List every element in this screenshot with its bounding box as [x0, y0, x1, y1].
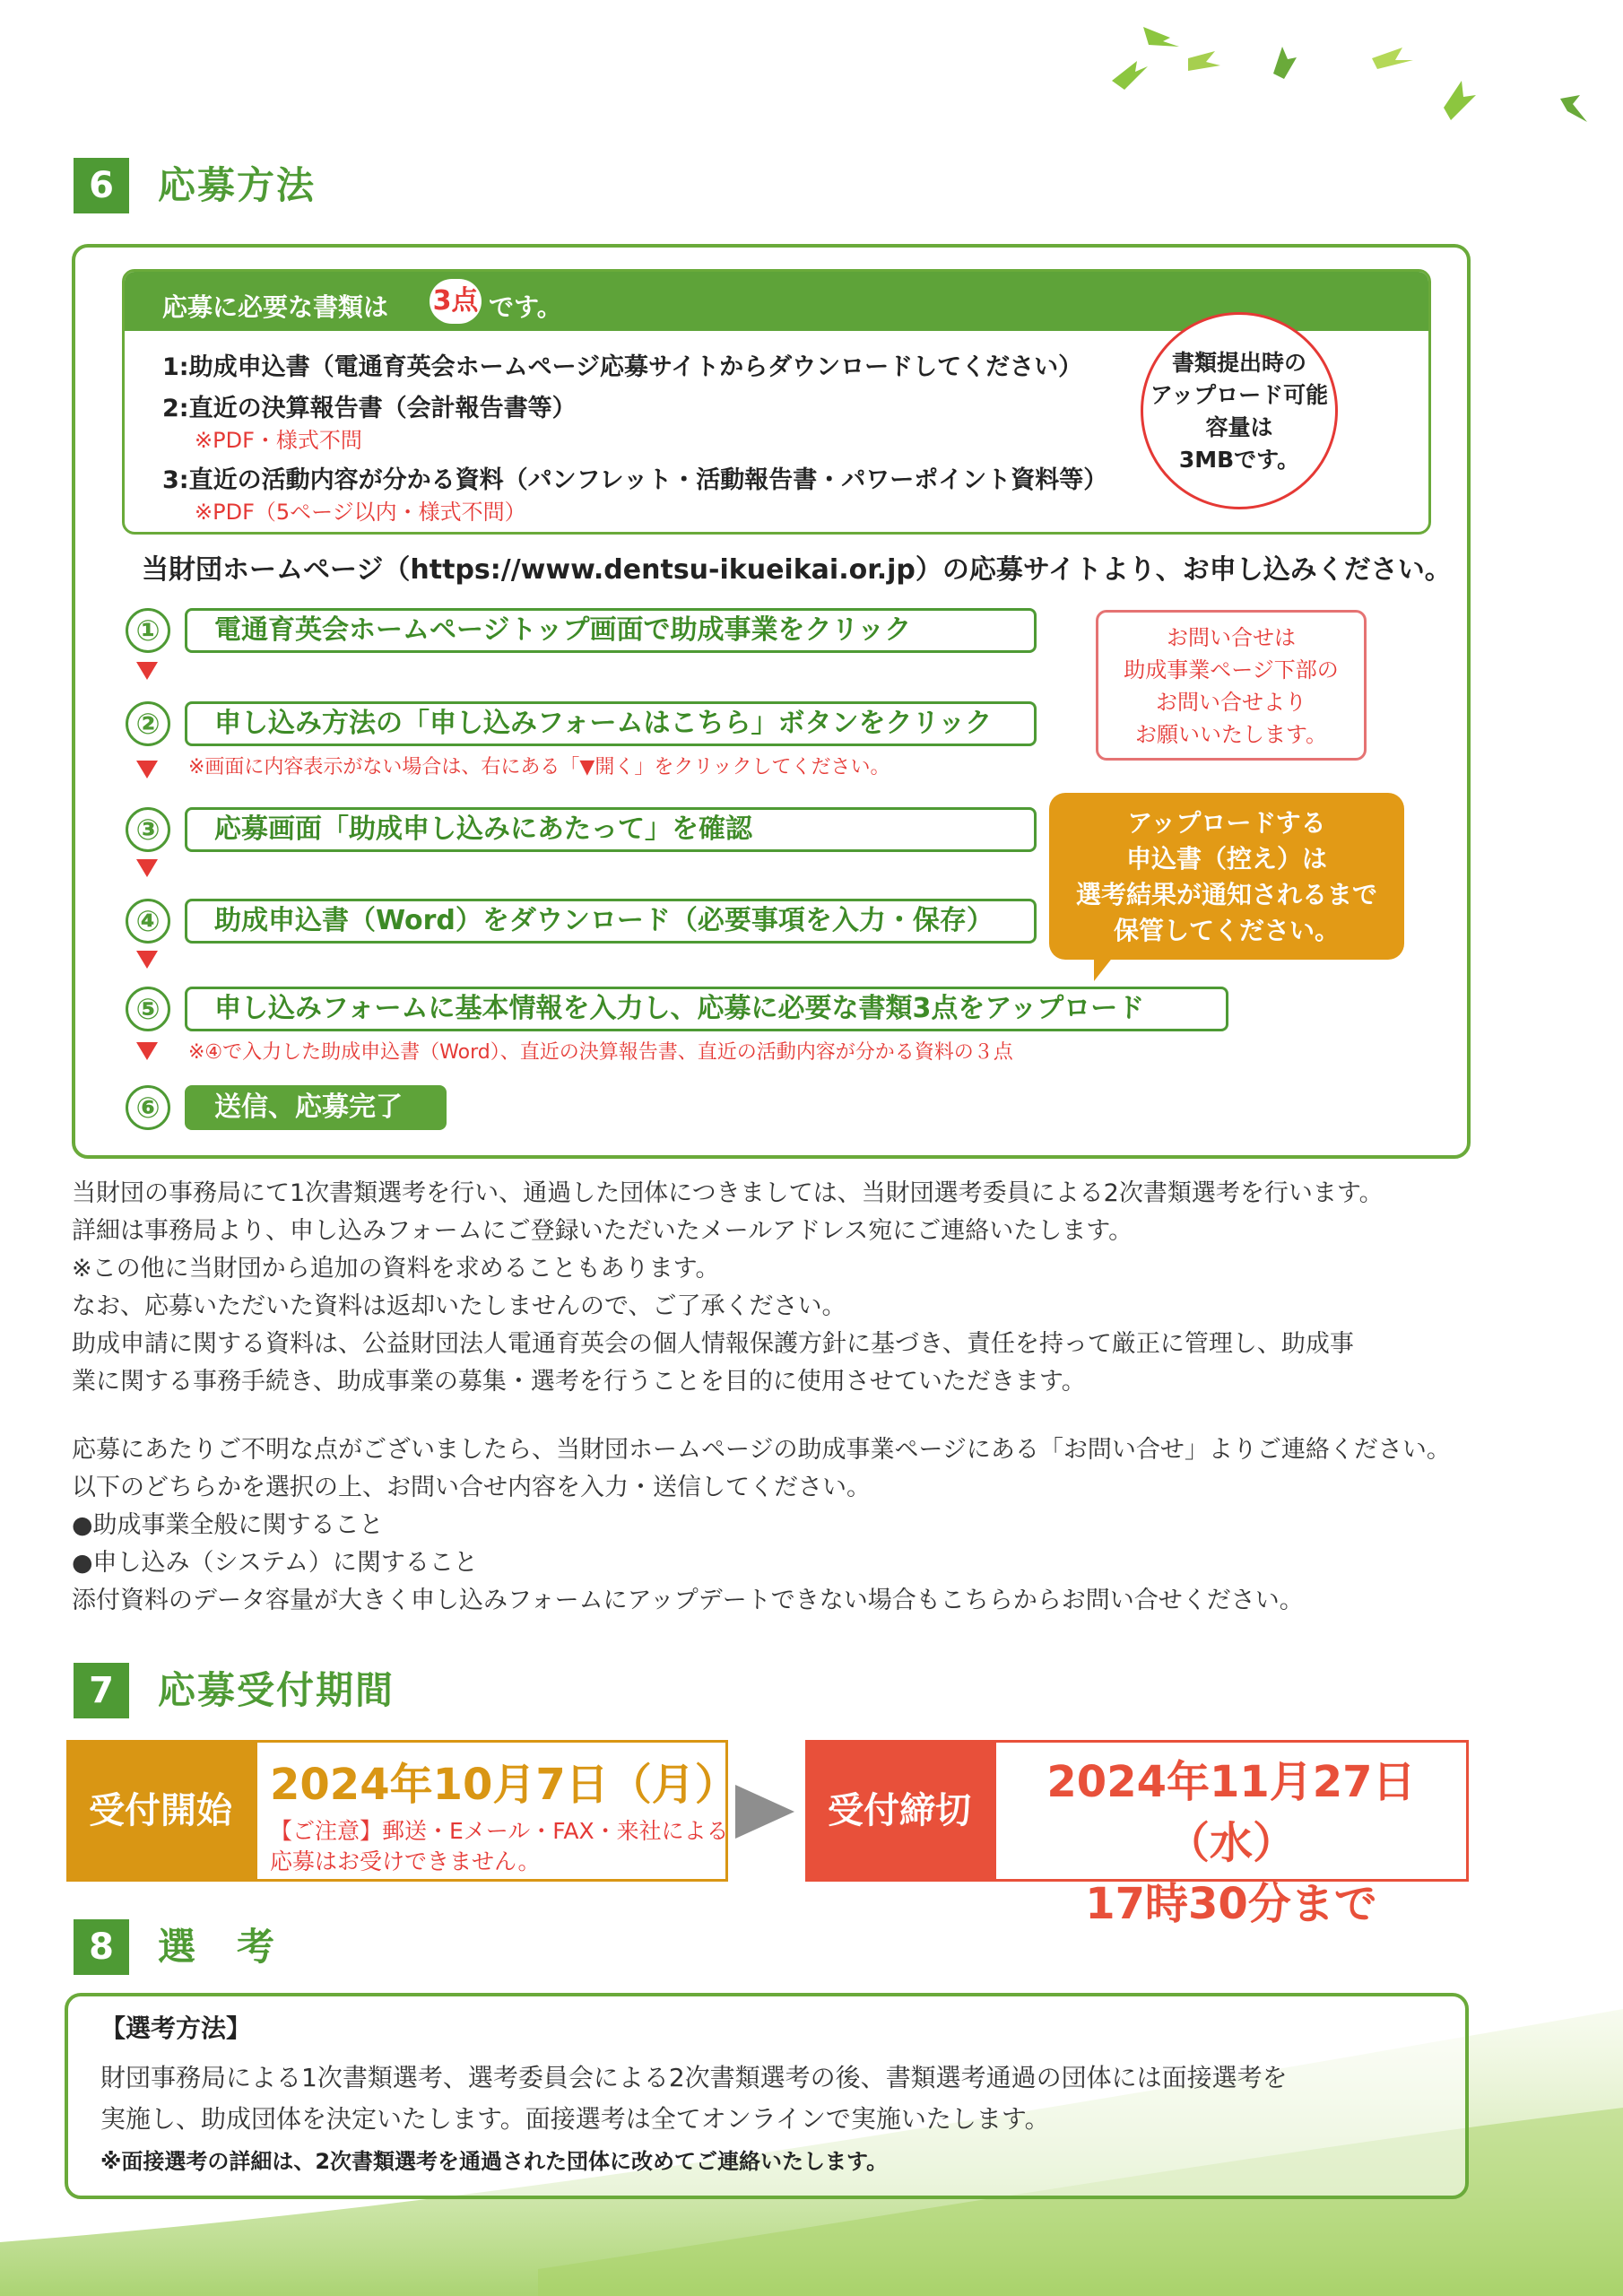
section-7-title: 応募受付期間 [158, 1668, 395, 1712]
paragraph-line: なお、応募いただいた資料は返却いたしませんので、ご了承ください。 [72, 1292, 846, 1320]
upload-capacity-circle [1141, 312, 1338, 509]
selection-method-note: ※面接選考の詳細は、2次書類選考を通過された団体に改めてご連絡いたします。 [100, 2149, 889, 2174]
docs-header-prefix: 応募に必要な書類は [162, 292, 389, 322]
step-arrow-5 [136, 1042, 158, 1060]
step-5-note: ※④で入力した助成申込書（Word）、直近の決算報告書、直近の活動内容が分かる資料の３点 [188, 1041, 1013, 1064]
step-arrow-3 [136, 859, 158, 877]
step-5-number: ⑤ [126, 987, 170, 1031]
step-2-label: 申し込み方法の「申し込みフォームはこちら」ボタンをクリック [185, 701, 1037, 746]
upload-capacity-line-1: 書類提出時の [1171, 350, 1306, 376]
contact-note-line-3: お問い合せより [1156, 690, 1306, 715]
document-item-1: 1:助成申込書（電通育英会ホームページ応募サイトからダウンロードしてください） [162, 353, 1083, 381]
keep-note-line-2: 申込書（控え）は [1125, 844, 1327, 874]
keep-copy-bubble [1049, 793, 1404, 960]
document-item-2-note: ※PDF・様式不問 [195, 428, 362, 453]
upload-capacity-line-2: アップロード可能 [1150, 382, 1329, 408]
keep-copy-bubble-tail [1094, 956, 1117, 981]
step-arrow-4 [136, 951, 158, 969]
contact-note-box [1096, 610, 1367, 761]
step-3-number: ③ [126, 807, 170, 852]
section-8-title: 選 考 [158, 1925, 277, 1969]
paragraph-line: 以下のどちらかを選択の上、お問い合せ内容を入力・送信してください。 [72, 1474, 871, 1501]
step-1-label: 電通育英会ホームページトップ画面で助成事業をクリック [185, 608, 1037, 653]
section-6-number: 6 [74, 158, 129, 213]
start-date-box [255, 1740, 738, 1882]
document-item-3-note: ※PDF（5ページ以内・様式不問） [195, 500, 526, 525]
step-4-label: 助成申込書（Word）をダウンロード（必要事項を入力・保存） [185, 899, 1037, 944]
keep-note-line-1: アップロードする [1127, 808, 1326, 838]
selection-method-text [100, 2057, 1288, 2140]
inquiry-paragraph [72, 1431, 1451, 1620]
document-item-3: 3:直近の活動内容が分かる資料（パンフレット・活動報告書・パワーポイント資料等） [162, 466, 1108, 494]
selection-method-heading: 【選考方法】 [100, 2013, 252, 2043]
period-arrow-icon [735, 1785, 794, 1839]
step-2-note: ※画面に内容表示がない場合は、右にある「▼開く」をクリックしてください。 [188, 756, 890, 778]
paragraph-line: 当財団の事務局にて1次書類選考を行い、通過した団体につきましては、当財団選考委員による2次書類選考を行います。 [72, 1179, 1384, 1207]
docs-header-suffix: です。 [489, 292, 562, 322]
section-7-number: 7 [74, 1663, 129, 1718]
start-note [270, 1816, 729, 1877]
selection-method-line-2: 実施し、助成団体を決定いたします。面接選考は全てオンラインで実施いたします。 [100, 2104, 1050, 2134]
contact-note-line-1: お問い合せは [1167, 625, 1296, 650]
paragraph-line: 添付資料のデータ容量が大きく申し込みフォームにアップデートできない場合もこちらからお問い合せください。 [72, 1587, 1304, 1614]
keep-note-line-3: 選考結果が通知されるまで [1075, 880, 1377, 909]
step-arrow-1 [136, 662, 158, 680]
start-date: 2024年10月7日（月） [270, 1760, 738, 1810]
keep-note-line-4: 保管してください。 [1113, 916, 1340, 945]
paragraph-line: 詳細は事務局より、申し込みフォームにご登録いただいたメールアドレス宛にご連絡いたします。 [72, 1217, 1133, 1245]
paragraph-line: ●申し込み（システム）に関すること [72, 1549, 478, 1577]
deadline-time: 17時30分まで [1085, 1879, 1377, 1929]
document-item-2: 2:直近の決算報告書（会計報告書等） [162, 395, 577, 422]
selection-info-paragraph [72, 1175, 1384, 1401]
deadline-date: 2024年11月27日（水） [1046, 1757, 1416, 1868]
docs-count-badge: 3点 [430, 279, 482, 324]
step-2-number: ② [126, 701, 170, 746]
contact-note-line-4: お願いいたします。 [1134, 722, 1328, 747]
upload-capacity-line-3: 容量は [1205, 414, 1273, 440]
step-3-label: 応募画面「助成申し込みにあたって」を確認 [185, 807, 1037, 852]
contact-note-line-2: 助成事業ページ下部の [1124, 657, 1339, 683]
paragraph-line: 応募にあたりご不明な点がございましたら、当財団ホームページの助成事業ページにある「お問い合せ」よりご連絡ください。 [72, 1436, 1451, 1464]
step-5-label: 申し込みフォームに基本情報を入力し、応募に必要な書類3点をアップロード [185, 987, 1228, 1031]
apply-url-line: 当財団ホームページ（https://www.dentsu-ikueikai.or.jp）の応募サイトより、お申し込みください。 [142, 554, 1452, 586]
step-6-label: 送信、応募完了 [185, 1085, 447, 1130]
step-arrow-2 [136, 761, 158, 778]
deadline-label: 受付締切 [805, 1740, 994, 1882]
step-1-number: ① [126, 608, 170, 653]
start-note-line-1: 【ご注意】郵送・Eメール・FAX・来社による [270, 1818, 729, 1844]
deadline-box [994, 1740, 1469, 1929]
section-8-number: 8 [74, 1919, 129, 1975]
step-4-number: ④ [126, 899, 170, 944]
section-6-title: 応募方法 [158, 163, 317, 207]
paragraph-line: 業に関する事務手続き、助成事業の募集・選考を行うことを目的に使用させていただきます。 [72, 1368, 1086, 1396]
paragraph-line: ※この他に当財団から追加の資料を求めることもあります。 [72, 1255, 720, 1283]
paragraph-line: 助成申請に関する資料は、公益財団法人電通育英会の個人情報保護方針に基づき、責任を持って厳正に管理し、助成事 [72, 1330, 1354, 1358]
selection-method-line-1: 財団事務局による1次書類選考、選考委員会による2次書類選考の後、書類選考通過の団体には面接選考を [100, 2063, 1288, 2092]
step-6-number: ⑥ [126, 1085, 170, 1130]
start-note-line-2: 応募はお受けできません。 [270, 1848, 541, 1874]
start-label: 受付開始 [66, 1740, 255, 1882]
paragraph-line: ●助成事業全般に関すること [72, 1511, 384, 1539]
upload-capacity-line-4: 3MBです。 [1178, 447, 1300, 473]
flying-birds-illustration [1058, 9, 1614, 161]
